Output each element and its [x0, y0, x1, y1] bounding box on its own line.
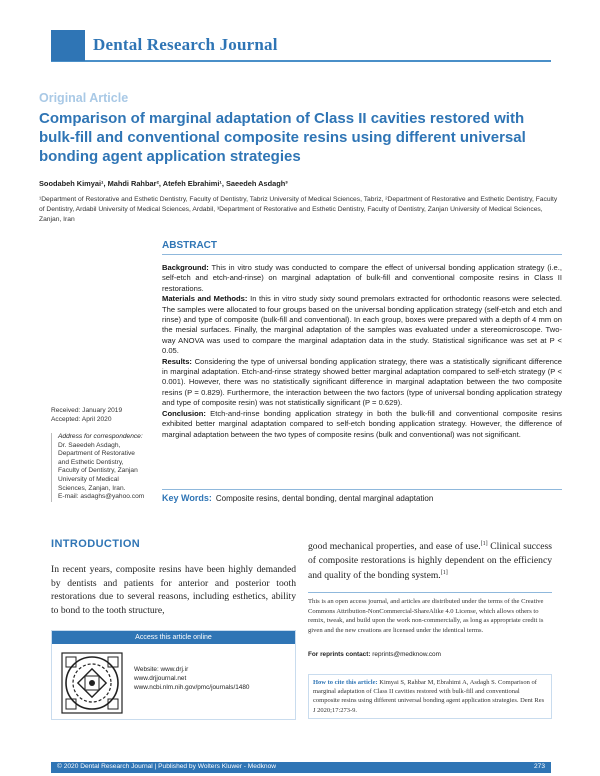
cite-heading: How to cite this article:: [313, 679, 378, 686]
url-link-2[interactable]: www.drjjournal.net: [134, 675, 187, 683]
right-text-2: Clinical success of composite restorations is highly dependent on the efficiency and quality of the bonding system.: [308, 541, 552, 582]
access-info: [134, 665, 249, 693]
url-link-3[interactable]: www.ncbi.nlm.nih.gov/pmc/journals/1480: [134, 684, 250, 692]
correspondence: [51, 433, 156, 502]
license-text: This is an open access journal, and articles are distributed under the terms of the Creative Commons Attribution-NonCommercial-ShareAlike 4.0 License, which allows others to remix, tweak, and build upon the work non-commercially, as long as appropriate credit is given and the new creations are licensed under the identical terms.: [308, 592, 552, 635]
footer: [51, 762, 551, 773]
introduction-left-text: In recent years, composite resins have been highly demanded by dentists and patients for anterior and posterior tooth restorations due to several reasons, including esthetics, ability to bond to the tooth structure,: [51, 564, 296, 616]
correspondence-line: Sciences, Zanjan, Iran.: [58, 484, 126, 492]
article-type: Original Article: [39, 91, 129, 105]
citation-ref[interactable]: [1]: [480, 541, 488, 547]
conclusion-label: Conclusion:: [162, 408, 206, 418]
background-text: This in vitro study was conducted to compare the effect of universal bonding application strategy (i.e., self-etch and etch-and-rinse) on marginal adaptation of bulk-fill and conventional composite resins in Class II restorations.: [162, 263, 562, 293]
results-label: Results:: [162, 356, 192, 366]
dates: [51, 407, 122, 424]
website-link[interactable]: Website: www.drj.ir: [134, 666, 189, 673]
results-text: Considering the type of universal bonding application strategy, there was a statistically significant difference in marginal adaptation. Etch-and-rinse strategy showed better marginal adaptation compared to self-etch strategy (P < 0.001). However, there was no statistically significant difference in marginal adaptation between the two composite resins (P = 0.829). Furthermore, the interaction between the two factors (type of universal bonding application strategy and type of composite resin) was not statistically significant (P = 0.629).: [162, 356, 562, 408]
abstract-body: [162, 263, 562, 440]
methods-label: Materials and Methods:: [162, 294, 248, 304]
reprints: [308, 651, 441, 658]
cite-text: Kimyai S, Rahbar M, Ebrahimi A, Asdagh S. Comparison of marginal adaptation of Class II cavities restored with bulk-fill and conventional composite resins using different universal bonding agent application strategies. Dent Res J 2020;17:273-9.: [313, 679, 545, 714]
reprints-email[interactable]: reprints@medknow.com: [372, 651, 441, 658]
right-text-1: good mechanical properties, and ease of use.: [308, 541, 481, 553]
affiliations: ¹Department of Restorative and Esthetic Dentistry, Faculty of Dentistry, Tabriz University of Medical Sciences, Tabriz, ²Department of Restorative and Esthetic Dentistry, Faculty of Dentistry, Ardabil University of Medical Sciences, Ardabil, ³Department of Restorative and Esthetic Dentistry, Faculty of Dentistry, Zanjan University of Medical Sciences, Zanjan, Iran: [39, 196, 558, 223]
qr-code-icon: [58, 649, 126, 717]
citation-ref[interactable]: [1]: [440, 570, 448, 577]
abstract-section: [162, 240, 562, 440]
received-date: Received: January 2019: [51, 407, 123, 414]
access-box: [51, 630, 296, 720]
cite-box: [308, 674, 552, 719]
background-label: Background:: [162, 263, 209, 272]
introduction-heading: INTRODUCTION: [51, 538, 141, 550]
correspondence-heading: Address for correspondence:: [58, 433, 143, 440]
correspondence-line: Dr. Saeedeh Asdagh,: [58, 441, 121, 449]
abstract-heading: ABSTRACT: [162, 240, 562, 255]
conclusion-text: Etch-and-rinse bonding application strategy in both the bulk-fill and conventional composite resins exhibited better marginal adaptation compared to self-etch bonding application strategy. However, the difference of marginal adaptation between the two types of composite resins (bulk and conventional) was not significant.: [162, 408, 562, 439]
correspondence-line: Faculty of Dentistry, Zanjan: [58, 467, 138, 475]
correspondence-line: Department of Restorative: [58, 450, 135, 458]
journal-title: Dental Research Journal: [93, 35, 278, 54]
abstract-methods: [162, 294, 562, 356]
keywords: [162, 489, 562, 503]
methods-text: In this in vitro study sixty sound premolars extracted for orthodontic reasons were selected. The samples were allocated to four groups based on the universal bonding application strategy (self-etch and etch and rinse) and type of composite (bulk-fill and conventional). In each group, boxes were prepared with a depth of 4 mm on the mesial surfaces. Finally, the marginal adaptation of the samples was evaluated under a stereomicroscope. Two-way ANOVA was used to compare the marginal adaptation data in the study. Statistical significance was set at P < 0.05.: [162, 294, 562, 356]
correspondence-line: University of Medical: [58, 475, 119, 483]
authors: Soodabeh Kimyai¹, Mahdi Rahbar², Atefeh Ebrahimi¹, Saeedeh Asdagh³: [39, 179, 288, 188]
article-title: Comparison of marginal adaptation of Class II cavities restored with bulk-fill and conventional composite resins using different universal bonding agent application strategies: [39, 110, 526, 165]
keywords-text: Composite resins, dental bonding, dental marginal adaptation: [215, 494, 434, 503]
keywords-label: Key Words:: [162, 493, 212, 503]
abstract-conclusion: [162, 409, 562, 440]
introduction-right-text: [308, 538, 552, 583]
correspondence-email[interactable]: E-mail: asdaghs@yahoo.com: [58, 493, 145, 501]
abstract-results: [162, 357, 562, 409]
correspondence-line: and Esthetic Dentistry,: [58, 458, 124, 466]
abstract-background: [162, 263, 562, 294]
accepted-date: Accepted: April 2020: [51, 415, 112, 423]
journal-header: [51, 30, 551, 62]
access-bar: Access this article online: [52, 631, 295, 644]
journal-logo-square: [51, 30, 85, 61]
footer-text: © 2020 Dental Research Journal | Published by Wolters Kluwer - Medknow: [57, 763, 277, 770]
page-number: 273: [533, 763, 545, 770]
reprints-label: For reprints contact:: [308, 651, 371, 658]
